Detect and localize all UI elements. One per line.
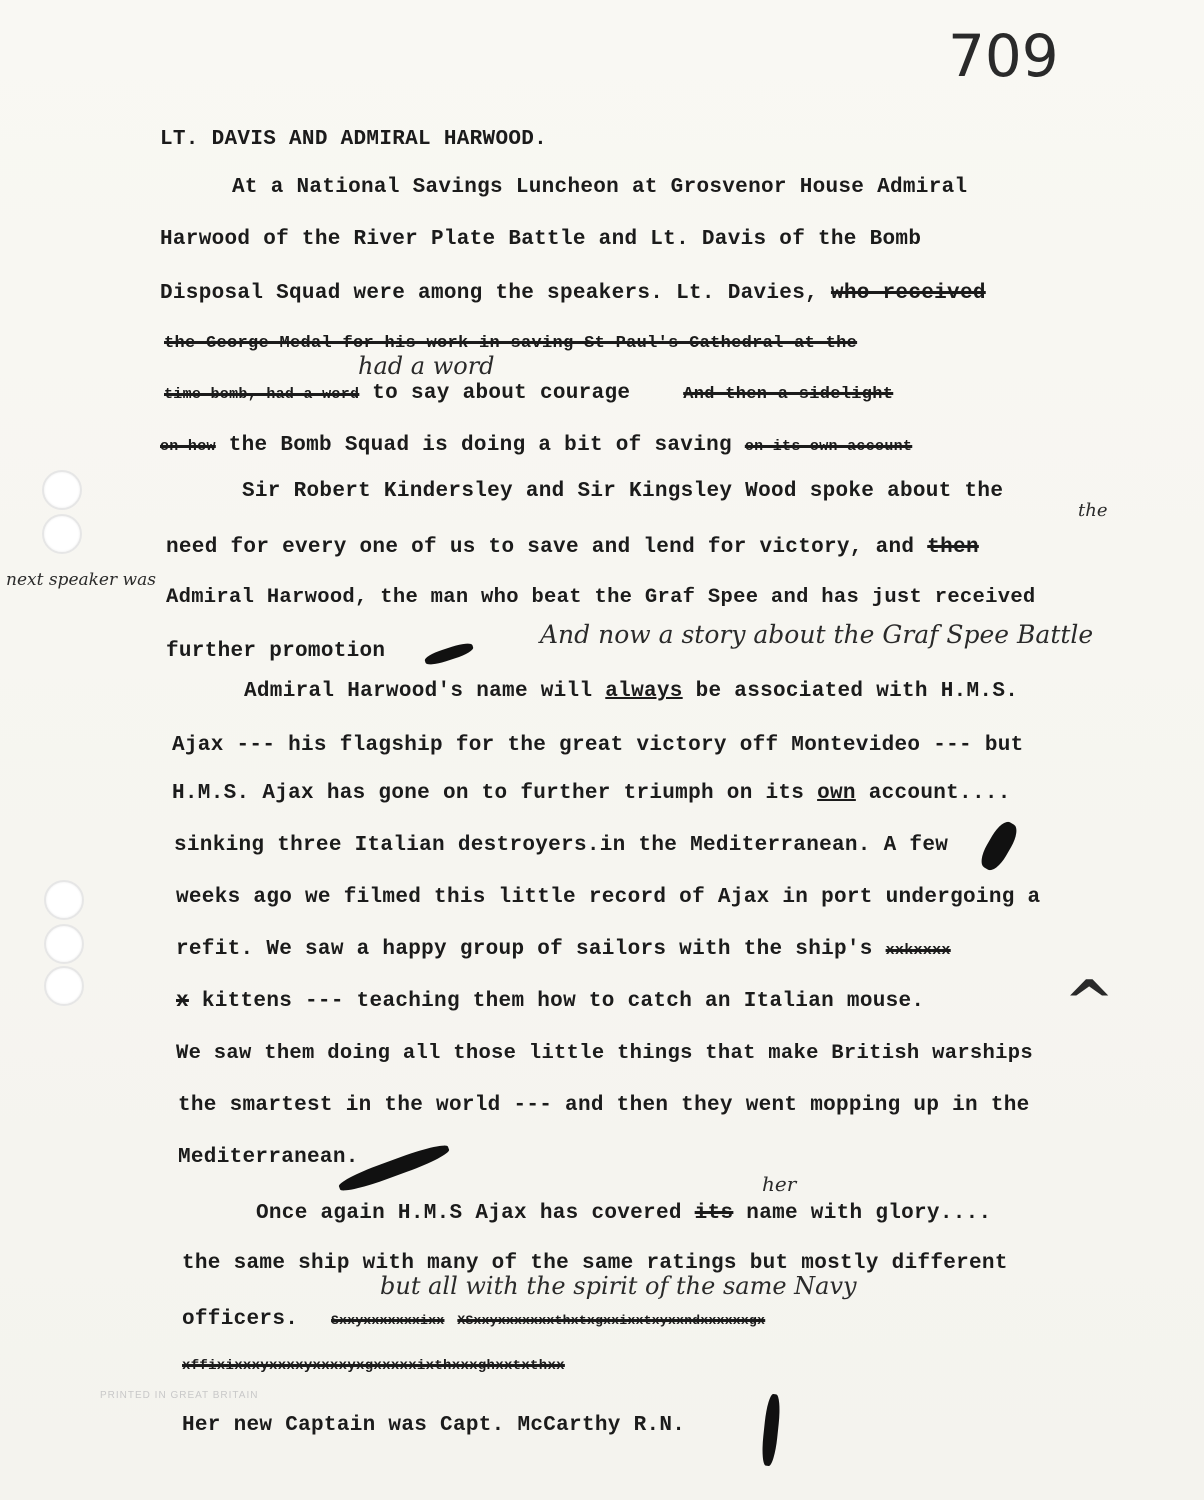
document-title: LT. DAVIS AND ADMIRAL HARWOOD. <box>160 128 548 151</box>
ink-mark <box>760 1393 781 1466</box>
handwritten-insert: the <box>1078 500 1108 521</box>
line-18: the smartest in the world --- and then they went mopping up in the <box>178 1094 1030 1117</box>
line-8: Admiral Harwood, the man who beat the Graf Spee and has just received <box>166 586 1036 609</box>
punch-hole-3 <box>44 880 84 920</box>
line-15 <box>176 938 951 961</box>
line-13: sinking three Italian destroyers.in the Mediterranean. A few <box>174 834 949 857</box>
underlined-word: own <box>817 782 856 805</box>
line-22 <box>182 1308 765 1331</box>
struck-text: on its own account <box>744 438 913 455</box>
line-4 <box>164 382 893 405</box>
line-7 <box>166 536 979 559</box>
struck-text: Sxxyxxxxxxxixx <box>331 1313 445 1328</box>
line-5-text: the Bomb Squad is doing a bit of saving <box>228 434 732 457</box>
line-1: At a National Savings Luncheon at Grosvenor House Admiral <box>232 176 968 199</box>
line-2: Harwood of the River Plate Battle and Lt. Davis of the Bomb <box>160 228 922 251</box>
line-15-text: refit. We saw a happy group of sailors with the ship's <box>176 938 873 961</box>
struck-text: its <box>694 1202 734 1225</box>
line-9: further promotion <box>166 640 386 663</box>
line-22-text: officers. <box>182 1308 299 1331</box>
line-10: Admiral Harwood's name will always be associated with H.M.S. <box>244 680 1019 703</box>
margin-note: next speaker was <box>6 570 156 590</box>
struck-text: XSxxyxxxxxxxthxtxgxxixxtxyxxndxxxxxxgx <box>457 1313 766 1328</box>
handwritten-insert: her <box>762 1172 797 1196</box>
struck-text: time bomb, had a word <box>164 386 360 403</box>
ink-mark <box>423 641 474 668</box>
line-17: We saw them doing all those little things that make British warships <box>176 1042 1033 1065</box>
line-5 <box>160 434 912 457</box>
faded-stamp: PRINTED IN GREAT BRITAIN <box>100 1390 259 1401</box>
punch-hole-2 <box>42 514 82 554</box>
struck-text: And then a sidelight <box>683 385 894 404</box>
line-16 <box>176 990 924 1013</box>
struck-text: who received <box>830 282 986 305</box>
line-6: Sir Robert Kindersley and Sir Kingsley Wood spoke about the <box>242 480 1004 503</box>
underlined-word: always <box>605 680 683 703</box>
line-23: Her new Captain was Capt. McCarthy R.N. <box>182 1414 686 1437</box>
struck-text: on how <box>160 438 216 455</box>
line-7-text: need for every one of us to save and lend for victory, and <box>166 536 915 559</box>
ink-mark <box>976 818 1021 874</box>
line-11: Ajax --- his flagship for the great victory off Montevideo --- but <box>172 734 1024 757</box>
handwritten-insert: And now a story about the Graf Spee Battle <box>540 620 1094 649</box>
struck-line: the George Medal for his work in saving St Paul's Cathedral at the <box>164 334 858 353</box>
struck-text: x <box>176 990 189 1013</box>
line-16-text: kittens --- teaching them how to catch an Italian mouse. <box>201 990 925 1013</box>
handwritten-insert: but all with the spirit of the same Navy <box>380 1272 857 1300</box>
punch-hole-1 <box>42 470 82 510</box>
line-21: the same ship with many of the same ratings but mostly different <box>182 1252 1008 1275</box>
punch-hole-4 <box>44 924 84 964</box>
line-12: H.M.S. Ajax has gone on to further triumph on its own account.... <box>172 782 1011 805</box>
struck-text: xxkxxxx <box>885 942 951 959</box>
handwritten-insert: had a word <box>358 352 495 380</box>
line-19: Mediterranean. <box>178 1146 359 1169</box>
punch-hole-5 <box>44 966 84 1006</box>
page-number: 709 <box>948 22 1059 90</box>
struck-line: xffixixxxyxxxxyxxxxyxgxxxxxixthxxxghxxtxthxx <box>182 1358 565 1374</box>
caret-mark: ^ <box>1064 968 1115 1038</box>
struck-text: then <box>927 536 979 559</box>
line-20: Once again H.M.S Ajax has covered its name with glory.... <box>256 1202 992 1225</box>
line-3-text: Disposal Squad were among the speakers. Lt. Davies, <box>160 282 819 305</box>
line-14: weeks ago we filmed this little record of Ajax in port undergoing a <box>176 886 1041 909</box>
line-4-text: to say about courage <box>372 382 631 405</box>
line-3 <box>160 282 986 305</box>
